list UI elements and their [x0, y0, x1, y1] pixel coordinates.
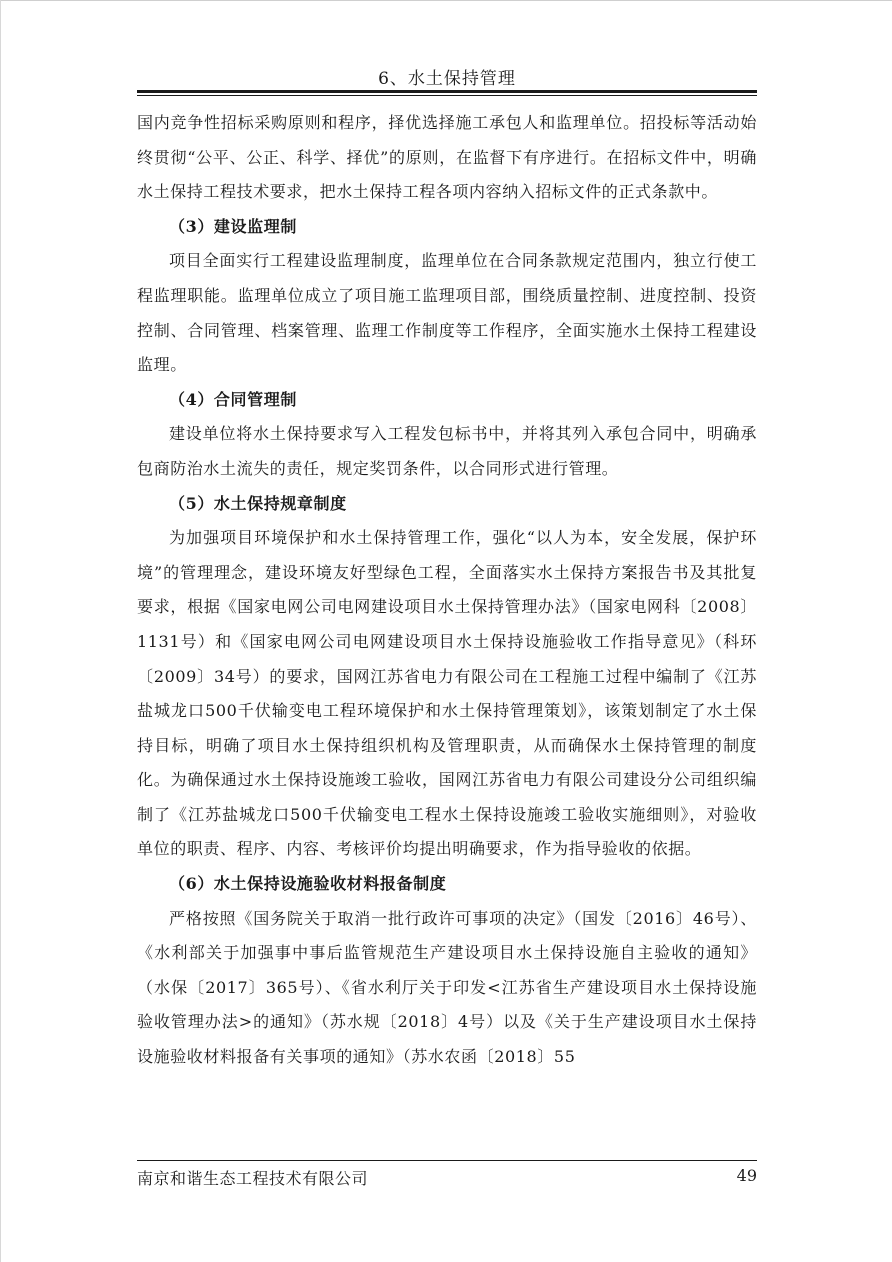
paragraph-supervision: 项目全面实行工程建设监理制度，监理单位在合同条款规定范围内，独立行使工程监理职能。监理单位成立了项目施工监理项目部，围绕质量控制、进度控制、投资控制、合同管理、档案管理、监理工作制度等工作程序，全面实施水土保持工程建设监理。	[137, 251, 757, 375]
page-left-edge	[0, 0, 1, 1262]
footer-company-name: 南京和谐生态工程技术有限公司	[137, 1169, 369, 1188]
paragraph-filing: 严格按照《国务院关于取消一批行政许可事项的决定》（国发〔2016〕46号）、《水利部关于加强事中事后监管规范生产建设项目水土保持设施自主验收的通知》（水保〔2017〕365号）、《省水利厅关于印发<江苏省生产建设项目水土保持设施验收管理办法>的通知》（苏水规〔2018〕4号）以及《关于生产建设项目水土保持设施验收材料报备有关事项的通知》（苏水农函〔2018〕55	[137, 908, 757, 1067]
section-heading-contract: （4）合同管理制	[169, 389, 297, 409]
section-heading-filing: （6）水土保持设施验收材料报备制度	[169, 874, 447, 894]
paragraph-contract: 建设单位将水土保持要求写入工程发包标书中，并将其列入承包合同中，明确承包商防治水土流失的责任，规定奖罚条件，以合同形式进行管理。	[137, 424, 757, 478]
paragraph-regulations: 为加强项目环境保护和水土保持管理工作，强化“以人为本，安全发展，保护环境”的管理理念，建设环境友好型绿色工程，全面落实水土保持方案报告书及其批复要求，根据《国家电网公司电网建设项目水土保持管理办法》（国家电网科〔2008〕1131号）和《国家电网公司电网建设项目水土保持设施验收工作指导意见》（科环〔2009〕34号）的要求，国网江苏省电力有限公司在工程施工过程中编制了《江苏盐城龙口500千伏输变电工程环境保护和水土保持管理策划》，该策划制定了水土保持目标，明确了项目水土保持组织机构及管理职责，从而确保水土保持管理的制度化。为确保通过水土保持设施竣工验收，国网江苏省电力有限公司建设分公司组织编制了《江苏盐城龙口500千伏输变电工程水土保持设施竣工验收实施细则》，对验收单位的职责、程序、内容、考核评价均提出明确要求，作为指导验收的依据。	[137, 528, 757, 859]
header-rule-thick	[137, 90, 757, 93]
page-top-edge	[0, 0, 892, 1]
section-heading-regulations: （5）水土保持规章制度	[169, 493, 347, 513]
page-body	[137, 106, 757, 1075]
footer-rule	[137, 1160, 757, 1161]
footer-page-number: 49	[736, 1166, 757, 1185]
running-header-title: 6、水土保持管理	[378, 69, 516, 89]
header-rule-thin	[137, 95, 757, 96]
paragraph-intro-continued: 国内竞争性招标采购原则和程序，择优选择施工承包人和监理单位。招投标等活动始终贯彻“公平、公正、科学、择优”的原则，在监督下有序进行。在招标文件中，明确水土保持工程技术要求，把水土保持工程各项内容纳入招标文件的正式条款中。	[137, 113, 757, 202]
section-heading-supervision: （3）建设监理制	[169, 216, 297, 236]
